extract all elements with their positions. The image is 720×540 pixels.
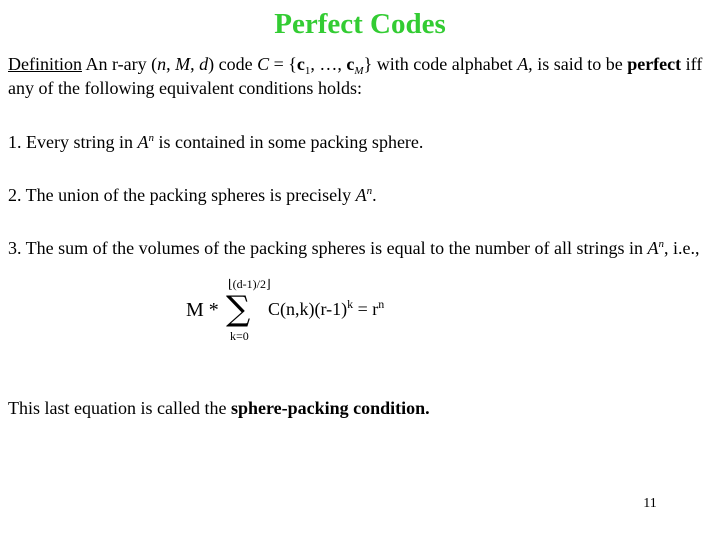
formula-m-factor: M * xyxy=(186,299,219,321)
definition-text: } with code alphabet xyxy=(363,54,518,74)
exponent-k: k xyxy=(347,297,354,311)
condition-2-text: 2. The union of the packing spheres is precisely xyxy=(8,185,356,205)
codeword-cM: c xyxy=(346,54,355,74)
formula-binomial-term: C(n,k)(r-1) xyxy=(268,299,348,319)
sum-upper-limit: ⌊(d-1)/2⌋ xyxy=(228,277,271,291)
definition-text: = { xyxy=(269,54,297,74)
summation-symbol: ∑ xyxy=(226,289,251,329)
conclusion-text: This last equation is called the xyxy=(8,398,231,418)
conclusion-paragraph xyxy=(8,396,708,420)
codeword-c1-subscript: 1 xyxy=(304,65,311,77)
var-n: n xyxy=(157,54,167,74)
var-A: A xyxy=(647,238,659,258)
slide-title: Perfect Codes xyxy=(274,8,446,40)
definition-text: An r-ary ( xyxy=(82,54,158,74)
exponent-n: n xyxy=(378,297,385,311)
condition-2 xyxy=(8,183,708,207)
definition-text: , xyxy=(190,54,200,74)
var-d: d xyxy=(199,54,209,74)
exponent-n: n xyxy=(148,132,154,144)
term-perfect: perfect xyxy=(627,54,682,74)
definition-paragraph xyxy=(8,52,708,100)
definition-text: , …, xyxy=(310,54,347,74)
var-A: A xyxy=(137,132,149,152)
condition-1 xyxy=(8,130,708,154)
formula-rhs: = r xyxy=(353,299,379,319)
condition-3-text: , i.e., xyxy=(664,238,700,258)
page-number: 11 xyxy=(643,496,657,511)
var-A: A xyxy=(355,185,367,205)
condition-1-text: is contained in some packing sphere. xyxy=(153,132,424,152)
exponent-n: n xyxy=(366,185,373,197)
exponent-n: n xyxy=(658,238,665,250)
condition-3 xyxy=(8,236,708,260)
condition-1-text: 1. Every string in xyxy=(8,132,138,152)
var-A: A, xyxy=(517,54,533,74)
definition-label: Definition xyxy=(8,54,82,74)
codeword-cM-subscript: M xyxy=(354,65,364,77)
term-sphere-packing-condition: sphere-packing condition. xyxy=(230,398,430,418)
condition-3-text: 3. The sum of the volumes of the packing spheres is equal to the number of all strings in xyxy=(8,238,648,258)
var-C: C xyxy=(257,54,270,74)
definition-text: iff any of the following equivalent conditions holds: xyxy=(8,54,703,98)
formula-body xyxy=(268,299,384,320)
definition-text: ) code xyxy=(208,54,258,74)
definition-text: is said to be xyxy=(532,54,628,74)
condition-2-text: . xyxy=(372,185,377,205)
var-M: M xyxy=(175,54,191,74)
definition-text: , xyxy=(166,54,176,74)
sum-lower-limit: k=0 xyxy=(230,329,249,343)
codeword-c1: c xyxy=(296,54,305,74)
